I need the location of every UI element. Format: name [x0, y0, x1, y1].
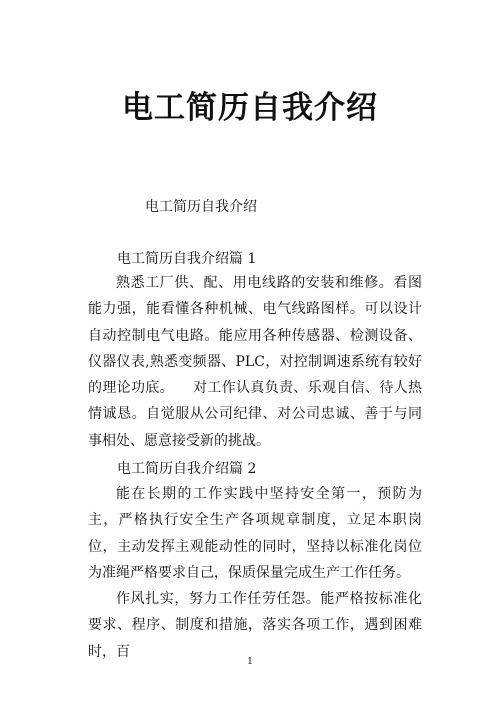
- section-heading-1: 电工简历自我介绍篇 1: [117, 251, 257, 267]
- section-2-paragraph-1: 能在长期的工作实践中坚持安全第一，预防为主，严格执行安全生产各项规章制度，立足本职岗位，主动发挥主观能动性的同时，坚持以标准化岗位为准绳严格要求自己，保质保量完成生产工作任务。: [88, 486, 422, 581]
- document-title: 电工简历自我介绍: [122, 90, 378, 126]
- section-2-paragraph-2: 作风扎实，努力工作任劳任怨。能严格按标准化要求、程序、制度和措施，落实各项工作，遇到困难时，百: [88, 591, 422, 660]
- page-number: 1: [247, 657, 253, 667]
- section-1-paragraph-1: 熟悉工厂供、配、用电线路的安装和维修。看图能力强，能看懂各种机械、电气线路图样。可以设计自动控制电气电路。能应用各种传感器、检测设备、仪器仪表,熟悉变频器、PLC，对控制调速系统有较好的理论功底。 对工作认真负责、乐观自信、待人热情诚恳。自觉服从公司纪律、对公司忠诚、善于与同事相处、愿意接受新的挑战。: [88, 275, 422, 449]
- section-heading-2: 电工简历自我介绍篇 2: [117, 461, 257, 477]
- document-subtitle: 电工简历自我介绍: [145, 199, 257, 215]
